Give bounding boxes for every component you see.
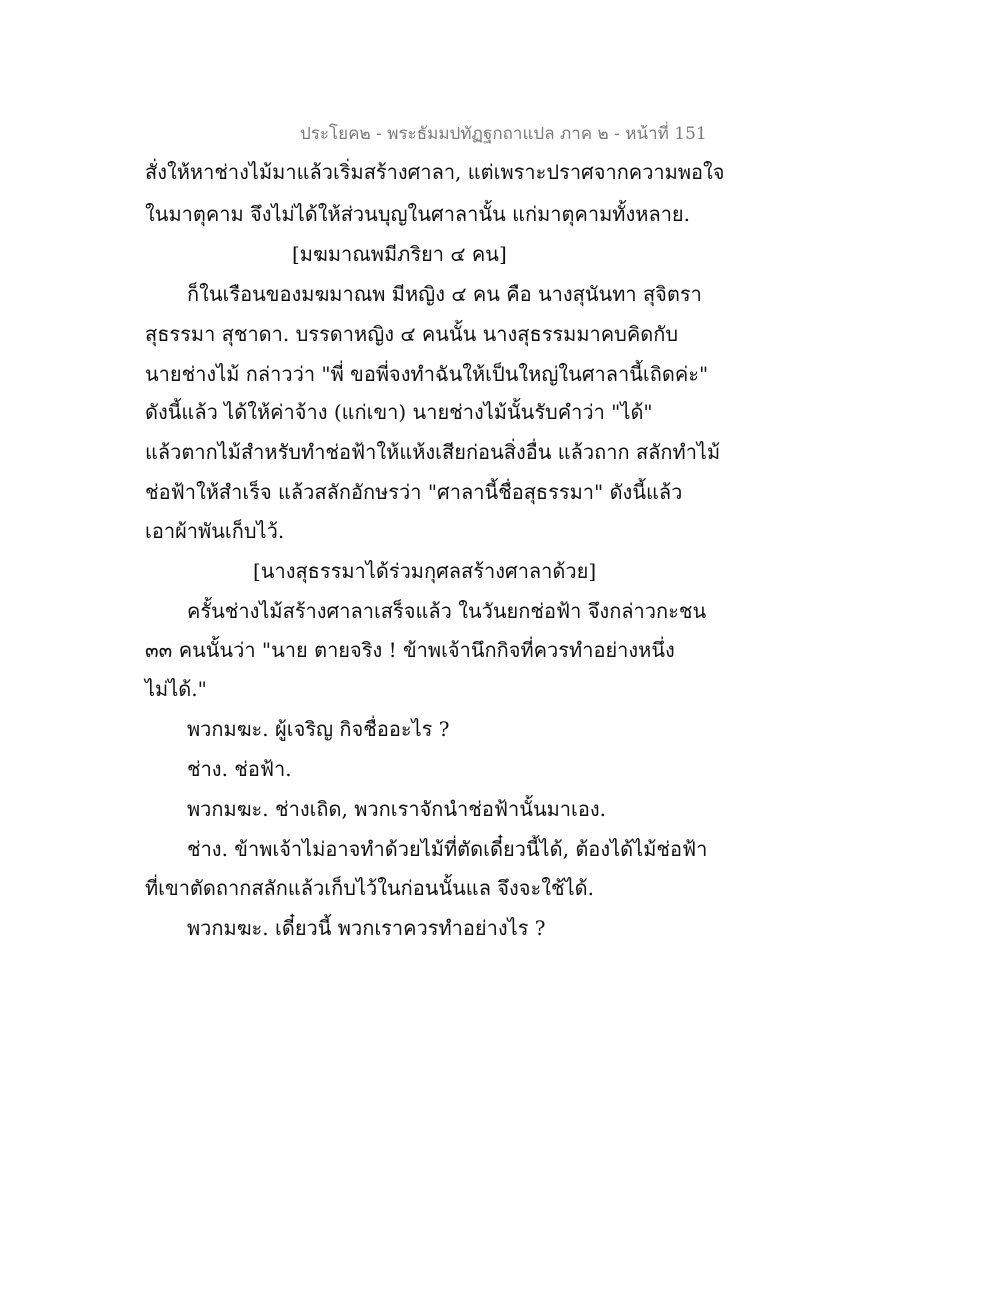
text-line: สั่งให้หาช่างไม้มาแล้วเริ่มสร้างศาลา, แต่เพราะปราศจากความพอใจ	[145, 160, 725, 184]
text-line: ดังนี้แล้ว ได้ให้ค่าจ้าง (แก่เขา) นายช่างไม้นั้นรับคำว่า "ได้"	[145, 400, 653, 424]
dialogue-line: ช่าง. ช่อฟ้า.	[187, 757, 292, 781]
dialogue-line: พวกมฆะ. เดี๋ยวนี้ พวกเราควรทำอย่างไร ?	[187, 916, 546, 940]
text-line: นายช่างไม้ กล่าวว่า "พี่ ขอพี่จงทำฉันให้เป็นใหญ่ในศาลานี้เถิดค่ะ"	[145, 362, 709, 386]
text-line: ไม่ได้."	[145, 677, 207, 701]
dialogue-line: พวกมฆะ. ผู้เจริญ กิจชื่ออะไร ?	[187, 717, 450, 741]
text-line: เอาผ้าพันเก็บไว้.	[145, 519, 285, 543]
text-line: ก็ในเรือนของมฆมาณพ มีหญิง ๔ คน คือ นางสุนันทา สุจิตรา	[187, 282, 702, 306]
section-heading: [นางสุธรรมาได้ร่วมกุศลสร้างศาลาด้วย]	[253, 559, 597, 583]
dialogue-line: พวกมฆะ. ช่างเถิด, พวกเราจักนำช่อฟ้านั้นมาเอง.	[187, 797, 606, 821]
text-line: แล้วตากไม้สำหรับทำช่อฟ้าให้แห้งเสียก่อนสิ่งอื่น แล้วถาก สลักทำไม้	[145, 440, 721, 464]
section-heading: [มฆมาณพมีภริยา ๔ คน]	[292, 242, 507, 266]
dialogue-line: ช่าง. ข้าพเจ้าไม่อาจทำด้วยไม้ที่ตัดเดี๋ยวนี้ได้, ต้องได้ไม้ช่อฟ้า	[187, 837, 708, 861]
text-line: ๓๓ คนนั้นว่า "นาย ตายจริง ! ข้าพเจ้านึกกิจที่ควรทำอย่างหนึ่ง	[145, 638, 675, 662]
text-line: ช่อฟ้าให้สำเร็จ แล้วสลักอักษรว่า "ศาลานี้ชื่อสุธรรมา" ดังนี้แล้ว	[145, 480, 683, 504]
text-line: ในมาตุคาม จึงไม่ได้ให้ส่วนบุญในศาลานั้น แก่มาตุคามทั้งหลาย.	[145, 202, 690, 226]
text-line: ครั้นช่างไม้สร้างศาลาเสร็จแล้ว ในวันยกช่อฟ้า จึงกล่าวกะชน	[187, 599, 707, 623]
text-line: ที่เขาตัดถากสลักแล้วเก็บไว้ในก่อนนั้นแล จึงจะใช้ได้.	[145, 876, 594, 900]
page-header: ประโยค๒ - พระธัมมปทัฏฐกถาแปล ภาค ๒ - หน้าที่ 151	[300, 124, 707, 144]
text-line: สุธรรมา สุชาดา. บรรดาหญิง ๔ คนนั้น นางสุธรรมมาคบคิดกับ	[145, 322, 679, 346]
